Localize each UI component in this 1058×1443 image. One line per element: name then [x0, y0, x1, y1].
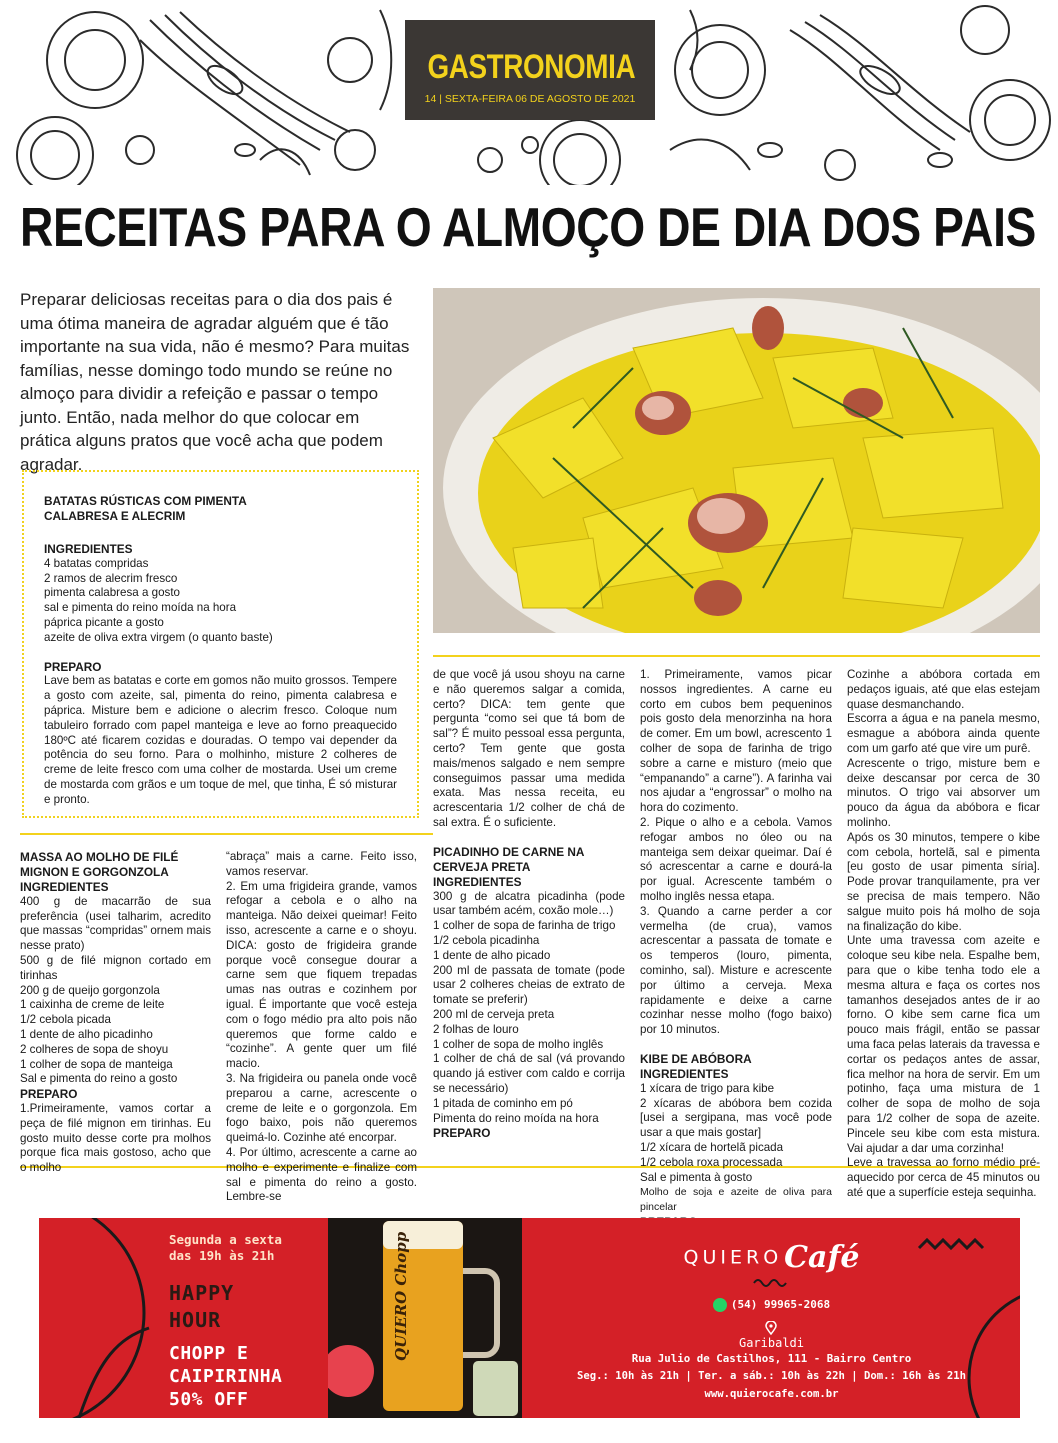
ingredients-heading: INGREDIENTES [20, 880, 109, 894]
brand-cafe: Café [784, 1240, 860, 1275]
ingredients-heading: INGREDIENTES [640, 1066, 729, 1081]
potato-dish-photo [433, 288, 1040, 633]
schedule-hours: das 19h às 21h [169, 1248, 275, 1263]
ingredient-item: 1/2 cebola roxa processada [640, 1155, 783, 1169]
section-header [405, 20, 655, 120]
ingredient-item: 1 colher de sopa de farinha de trigo [433, 919, 616, 933]
recipe-title: CERVEJA PRETA [433, 859, 531, 874]
method-text: Lave bem as batatas e corte em gomos não muito grossos. Tempere a gosto com azeite, sal, pimenta do reino, pimenta calabresa e páprica. Misture bem e adicione o alecrim fresco. Coloque num tabuleiro forrado com papel manteiga e leve ao forno preaquecido 180ºC até ficarem cozidas e douradas. O tempo vai depender da potência do seu forno. Para o molhinho, misture 2 colheres de creme de leite fresco com uma colher de mostarda. Usei um creme de mostarda com grãos e um toque de mel, que tinha, É só misturar e pronto. [44, 674, 397, 806]
method-text: Acrescente o trigo, misture bem e deixe descansar por cerca de 30 minutos. O trigo vai absorver um pouco da água da abóbora e ficar molinho. [847, 756, 1040, 829]
ingredient-item: 1/2 cebola picadinha [433, 933, 540, 947]
location-pin-icon [765, 1320, 777, 1334]
method-text: 2. Em uma frigideira grande, vamos refogar a cebola e o alho na manteiga. Não deixei queimar! Feito isso, acrescente a carne e o shoyu. DICA: gosto de frigideira grande porque você consegue dourar a carne sem que fiquem trepadas umas nas outras e cozinhem por igual. É importante que você esteja com o fogo médio pra alto pois não queremos que forme caldo e “cozinhe”. A gente quer um filé macio. [226, 879, 417, 1071]
ingredient-item: 500 g de filé mignon cortado em tirinhas [20, 953, 211, 982]
recipe-title: CALABRESA E ALECRIM [44, 509, 186, 523]
phone-number[interactable]: (54) 99965-2068 [730, 1298, 831, 1311]
ingredient-item: 1 colher de sopa de manteiga [20, 1057, 173, 1071]
recipe-title: MIGNON E GORGONZOLA [20, 865, 169, 879]
method-text: 1.Primeiramente, vamos cortar a peça de filé mignon em tirinhas. Eu gosto muito desse corte pra molhos porque fica mais gostoso, acho que o molho [20, 1101, 211, 1175]
ingredients-heading: INGREDIENTES [433, 874, 522, 889]
cafe-info-block [523, 1218, 1020, 1418]
promo-line: CHOPP E [169, 1343, 249, 1364]
page-date-line: 14 | SEXTA-FEIRA 06 DE AGOSTO DE 2021 [424, 93, 636, 105]
method-text: 1. Primeiramente, vamos picar nossos ingredientes. A carne eu corto em cubos bem pequeninos pois gosto dela menorzinha na hora de comer. Em um bowl, acrescento 1 colher de sopa de farinha de trigo sobre a carne e misturo (meio que “empanando” a carne”). A farinha vai nos ajudar a “engrossar” o molho na hora do cozimento. [640, 668, 832, 815]
ingredient-item: 1 colher de sopa de molho inglês [433, 1037, 604, 1051]
recipe-picadinho-column [433, 668, 625, 1141]
promo-line: CAIPIRINHA [169, 1366, 283, 1387]
ingredient-item: 200 ml de passata de tomate (pode usar 2 colheres cheias de extrato de tomate se preferir) [433, 963, 625, 1007]
logo-wave-icon [752, 1277, 792, 1287]
method-text: 3. Quando a carne perder a cor vermelha (de crua), vamos acrescentar a passata de tomate e os temperos (louro, pimenta, cominho, sal). Misture e acrescente por último a cerveja. Mexa rapidamente e deixe a carne cozinhar nesse molho (fogo baixo) por 10 minutos. [640, 904, 832, 1037]
method-text: 3. Na frigideira ou panela onde você preparou a carne, acrescente o creme de leite e o gorgonzola. Em fogo baixo, pois não queremos queimá-lo. Cozinhe até encorpar. [226, 1071, 417, 1145]
ingredient-item: 4 batatas compridas [44, 556, 149, 570]
method-text: de que você já usou shoyu na carne e não queremos salgar a comida, certo? DICA: tem gente que pergunta “como sei que tá bom de sal”? É muito pessoal essa pergunta, certo? Tem gente que gosta mais/menos salgado e nem sempre conseguimos passar uma medida exata. Mas nessa receita, eu acrescentaria 1/2 colher de chá de sal extra. É o suficiente. [433, 668, 625, 829]
happy-hour-title: HOUR [169, 1308, 222, 1332]
ingredient-item: 2 ramos de alecrim fresco [44, 571, 178, 585]
happy-hour-block [169, 1232, 319, 1411]
whatsapp-icon [713, 1298, 727, 1312]
method-text: 4. Por último, acrescente a carne ao molho e experimente e finalize com sal e pimenta do reino a gosto. Lembre-se [226, 1145, 417, 1204]
yellow-divider [433, 655, 1040, 657]
ingredient-item: páprica picante a gosto [44, 615, 164, 629]
ingredient-item: azeite de oliva extra virgem (o quanto baste) [44, 630, 273, 644]
method-text: Escorra a água e na panela mesmo, esmague a abóbora ainda quente com um garfo até que vire um purê. [847, 712, 1040, 755]
phone-line[interactable] [523, 1298, 1020, 1312]
method-text: Leve a travessa ao forno médio pré-aquecido por cerca de 45 minutos ou até que a superfície esteja sequinha. [847, 1156, 1040, 1199]
beer-glass-photo [328, 1218, 522, 1418]
recipe-massa-column-continued [226, 850, 417, 1205]
ingredient-item: 400 g de macarrão de sua preferência (usei talharim, acredito que massas “compridas” ornem mais nesse prato) [20, 894, 211, 953]
potato-dish-illustration [433, 288, 1040, 633]
ingredient-item: 2 folhas de louro [433, 1022, 519, 1036]
method-text: Unte uma travessa com azeite e coloque seu kibe nela. Espalhe bem, para que o kibe tenha todo ele a mesma altura e faça os cortes nos tamanhos desejados antes de ir ao forno. O kibe sem carne fica um pouco mais frágil, então se passar uma faca pelas laterais da travessa e cortar os pedaços antes de assar, fica melhor na hora de servir. Em um potinho, faça uma mistura de 1 colher de sopa de molho de soja para 1/2 colher de sopa de azeite. Pincele seu kibe com esta mistura. Vai ajudar a dar uma corzinha! [847, 934, 1040, 1155]
city: Garibaldi [738, 1336, 805, 1350]
ingredient-item: 1 colher de chá de sal (vá provando quando já estiver com caldo e corrija se necessário) [433, 1052, 625, 1095]
ingredient-item: 200 g de queijo gorgonzola [20, 983, 160, 997]
quiero-cafe-logo [523, 1240, 1020, 1287]
recipe-kibe-column [640, 668, 832, 1230]
ingredient-item: sal e pimenta do reino moída na hora [44, 601, 237, 615]
ingredient-item: 1 dente de alho picadinho [20, 1027, 153, 1041]
website-link[interactable]: www.quierocafe.com.br [704, 1388, 839, 1400]
method-heading: PREPARO [433, 1126, 491, 1141]
recipe-title: MASSA AO MOLHO DE FILÉ [20, 850, 179, 864]
method-text: “abraça” mais a carne. Feito isso, vamos reservar. [226, 850, 417, 878]
ingredient-item: 1 dente de alho picado [433, 948, 551, 962]
ingredient-item: Sal e pimenta à gosto [640, 1170, 753, 1184]
method-text: Após os 30 minutos, tempere o kibe com cebola, hortelã, sal e pimenta [eu gosto de usar pimenta síria]. Pode provar tranquilamente, pra ver se precisa de mais tempero. Não salgue muito pois há molho de soja na finalização do kibe. [847, 830, 1040, 933]
ingredient-item: 1/2 xícara de hortelã picada [640, 1140, 784, 1154]
recipe-massa-column [20, 850, 211, 1176]
section-banner [0, 0, 1058, 185]
quiero-cafe-ad[interactable] [39, 1218, 1020, 1418]
recipe-title: BATATAS RÚSTICAS COM PIMENTA [44, 494, 247, 508]
recipe-title: KIBE DE ABÓBORA [640, 1051, 752, 1066]
method-text: Cozinhe a abóbora cortada em pedaços iguais, até que elas estejam quase desmanchando. [847, 668, 1040, 711]
ingredient-item: 1/2 cebola picada [20, 1013, 111, 1027]
schedule-days: Segunda a sexta [169, 1232, 282, 1247]
ingredient-item: 2 xícaras de abóbora bem cozida [usei a sergipana, mas você pode usar a que mais gostar] [640, 1096, 832, 1140]
method-text: 2. Pique o alho e a cebola. Vamos refogar ambos no óleo ou na manteiga sem deixar queimar. Daí é só acrescentar a carne e dourá-la por igual. Acrescente também o molho inglês nessa etapa. [640, 815, 832, 903]
article-headline: RECEITAS PARA O ALMOÇO DE DIA DOS PAIS [20, 196, 1036, 258]
yellow-divider [20, 833, 433, 835]
ingredient-item: 200 ml de cerveja preta [433, 1007, 555, 1021]
address: Rua Julio de Castilhos, 111 - Bairro Centro [631, 1352, 912, 1365]
method-heading: PREPARO [44, 659, 102, 674]
ingredient-item: 1 pitada de cominho em pó [433, 1096, 573, 1110]
opening-hours: Seg.: 10h às 21h | Ter. a sáb.: 10h às 22h | Dom.: 16h às 21h [576, 1370, 967, 1382]
brand-quiero: QUIERO [683, 1246, 783, 1269]
article-intro: Preparar deliciosas receitas para o dia dos pais é uma ótima maneira de agradar alguém que é tão importante na sua vida, não é mesmo? Para muitas famílias, nesse domingo todo mundo se reúne no almoço para dividir a refeição e passar o tempo junto. Então, nada melhor do que colocar em prática alguns pratos que você acha que podem agradar. [20, 290, 410, 474]
ingredient-item: pimenta calabresa a gosto [44, 586, 180, 600]
recipe-kibe-method-column [847, 668, 1040, 1201]
method-heading: PREPARO [20, 1087, 78, 1102]
section-title: GASTRONOMIA [427, 48, 636, 86]
ingredient-item: 1 xícara de trigo para kibe [640, 1081, 775, 1095]
happy-hour-title: HAPPY [169, 1281, 235, 1305]
recipe-title: PICADINHO DE CARNE NA [433, 844, 585, 859]
ingredient-item: 300 g de alcatra picadinha (pode usar também acém, coxão mole…) [433, 889, 625, 918]
ingredient-item: Molho de soja e azeite de oliva para pincelar [640, 1186, 832, 1214]
ingredient-item: 2 colheres de sopa de shoyu [20, 1042, 169, 1056]
glass-brand-text: QUIERO Chopp [392, 1231, 410, 1361]
recipe-batatas-box [22, 470, 419, 818]
ingredient-item: 1 caixinha de creme de leite [20, 998, 165, 1012]
ingredient-item: Sal e pimenta do reino a gosto [20, 1072, 178, 1086]
promo-discount: 50% OFF [169, 1389, 249, 1410]
beer-glass-illustration [328, 1218, 522, 1418]
ingredient-item: Pimenta do reino moída na hora [433, 1111, 599, 1125]
ingredients-heading: INGREDIENTES [44, 542, 133, 556]
